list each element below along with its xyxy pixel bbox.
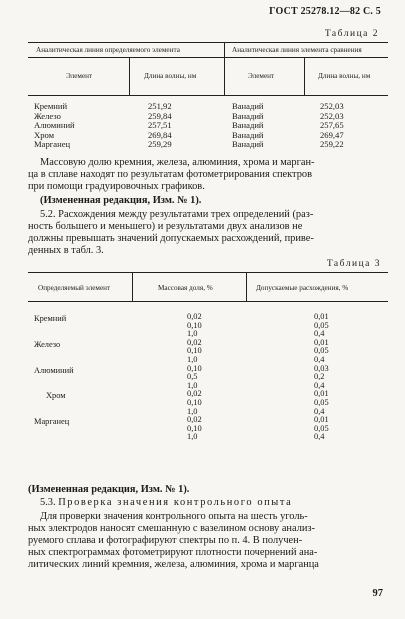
table3-mass-fraction: 0,02 — [187, 389, 202, 399]
table3-divider-1 — [132, 272, 133, 301]
table2-cell-wavelength: 251,92 — [148, 101, 172, 111]
table3-tolerance: 0,01 — [314, 389, 329, 399]
table2-col-wavelength-ref: Длина волны, нм — [318, 72, 371, 80]
table2-col-wavelength: Длина волны, нм — [144, 72, 197, 80]
table2-cell-ref-element: Ванадий — [232, 139, 264, 150]
table3-mass-fraction: 0,10 — [187, 320, 202, 330]
table3-mass-fraction: 0,10 — [187, 398, 202, 407]
table3-tolerance: 0,4 — [314, 406, 325, 416]
document-header: ГОСТ 25278.12—82 С. 5 — [269, 6, 381, 17]
para3-line4: ных спектрограммах фотометрируют плотности почернений ана- — [28, 547, 318, 558]
table3-tolerance: 0,4 — [314, 329, 325, 339]
edit-note-2: (Измененная редакция, Изм. № 1). — [28, 484, 190, 495]
table2-cell-wavelength: 259,84 — [148, 110, 172, 121]
table2-group-left: Аналитическая линия определяемого элемента — [36, 46, 180, 54]
table3-col-tolerance: Допускаемые расхождения, % — [256, 284, 349, 292]
table2-cell-element: Марганец — [34, 139, 71, 150]
table2-header-rule — [28, 95, 388, 96]
para1-line3: при помощи градуировочных графиков. — [28, 181, 205, 192]
table2-mid-divider — [224, 42, 225, 95]
para1-line1: Массовую долю кремния, железа, алюминия, хрома и марган- — [40, 157, 315, 168]
para2-line4: денных в табл. 3. — [28, 245, 104, 256]
table2-cell-wavelength: 269,84 — [148, 129, 172, 140]
section-5-3-title: Проверка значения контрольного опыта — [58, 497, 293, 508]
table3-element-4: Марганец — [34, 417, 70, 427]
table2-cell-ref-element: Ванадий — [232, 129, 264, 140]
table3-tolerance: 0,01 — [314, 337, 329, 347]
table3-tolerance: 0,2 — [314, 372, 325, 382]
table2-caption: Таблица 2 — [324, 29, 379, 39]
table3-element-3: Хром — [46, 391, 66, 401]
table2-col-element-ref: Элемент — [248, 72, 275, 80]
table3-mass-fraction: 1,0 — [187, 380, 198, 390]
para3-line2: ных электродов наносят смешанную с вазелином основу анализ- — [28, 523, 316, 534]
table2-group-rule — [28, 57, 388, 58]
table2-group-right: Аналитическая линия элемента сравнения — [232, 46, 362, 54]
table3-mass-fraction: 1,0 — [187, 406, 198, 416]
table2-cell-ref-wavelength: 252,03 — [320, 101, 344, 111]
table3-element-2: Алюминий — [34, 365, 74, 375]
table2-cell-ref-wavelength: 259,22 — [320, 139, 344, 150]
para2-line1: 5.2. Расхождения между результатами трех определений (раз- — [40, 209, 314, 220]
page-number: 97 — [372, 588, 383, 599]
table3-mass-fraction: 1,0 — [187, 329, 198, 339]
table2-cell-ref-wavelength: 257,65 — [320, 120, 344, 131]
table2-left-divider — [129, 57, 130, 95]
table2-cell-wavelength: 257,51 — [148, 120, 172, 131]
table2-cell-ref-element: Ванадий — [232, 101, 264, 111]
para2-line2: ность большего и меньшего) и результатами двух анализов не — [28, 221, 303, 232]
table3-tolerance: 0,4 — [314, 432, 325, 442]
table3-mass-fraction: 1,0 — [187, 432, 198, 442]
table3-mass-fraction: 0,02 — [187, 337, 202, 347]
table2-cell-element: Алюминий — [34, 120, 75, 131]
table2-top-rule — [28, 42, 388, 43]
table3-tolerance: 0,05 — [314, 320, 329, 330]
para3-line3: руемого сплава и фотографируют спектры по п. 4. В получен- — [28, 535, 303, 546]
table2-cell-wavelength: 259,29 — [148, 139, 172, 150]
table2-cell-ref-element: Ванадий — [232, 110, 264, 121]
table3-tolerance: 0,05 — [314, 398, 329, 407]
table3-header-rule — [28, 301, 388, 302]
table2-right-divider — [304, 57, 305, 95]
para2-line3: должны превышать значений допускаемых расхождений, приве- — [28, 233, 314, 244]
table3-divider-2 — [246, 272, 247, 301]
table3-mass-fraction: 0,02 — [187, 312, 202, 321]
para1-line2: ца в сплаве находят по результатам фотометрирования спектров — [28, 169, 313, 180]
table3-tolerance: 0,03 — [314, 363, 329, 373]
table3-caption: Таблица 3 — [326, 259, 381, 269]
table3-tolerance: 0,01 — [314, 415, 329, 425]
table3-mass-fraction: 0,10 — [187, 423, 202, 433]
para3-line5: литических линий кремния, железа, алюминия, хрома и марганца — [28, 559, 319, 570]
table3-col-mass-fraction: Массовая доля, % — [158, 284, 213, 292]
table3-top-rule — [28, 272, 388, 273]
table3-tolerance: 0,05 — [314, 346, 329, 356]
table2-cell-ref-wavelength: 269,47 — [320, 129, 344, 140]
table2-cell-element: Кремний — [34, 101, 68, 111]
table2-cell-ref-element: Ванадий — [232, 120, 264, 131]
table3-tolerance: 0,4 — [314, 380, 325, 390]
table2-cell-element: Хром — [34, 129, 55, 140]
table3-tolerance: 0,4 — [314, 355, 325, 364]
table3-mass-fraction: 0,10 — [187, 363, 202, 373]
section-5-3-number: 5.3. — [40, 497, 56, 508]
section-5-3-heading — [40, 497, 292, 509]
table3-mass-fraction: 1,0 — [187, 355, 198, 364]
table3-mass-fraction: 0,10 — [187, 346, 202, 356]
table3-tolerance: 0,05 — [314, 423, 329, 433]
table3-element-1: Железо — [34, 339, 61, 349]
table3-mass-fraction: 0,5 — [187, 372, 198, 382]
table3-mass-fraction: 0,02 — [187, 415, 202, 425]
table3-element-0: Кремний — [34, 314, 67, 323]
table2-col-element: Элемент — [66, 72, 93, 80]
table2-cell-element: Железо — [34, 110, 61, 121]
table3-tolerance: 0,01 — [314, 312, 329, 321]
table3-col-element: Определяемый элемент — [38, 284, 111, 292]
table2-cell-ref-wavelength: 252,03 — [320, 110, 344, 121]
para3-line1: Для проверки значения контрольного опыта на шесть уголь- — [40, 511, 308, 522]
edit-note-1: (Измененная редакция, Изм. № 1). — [40, 195, 202, 206]
